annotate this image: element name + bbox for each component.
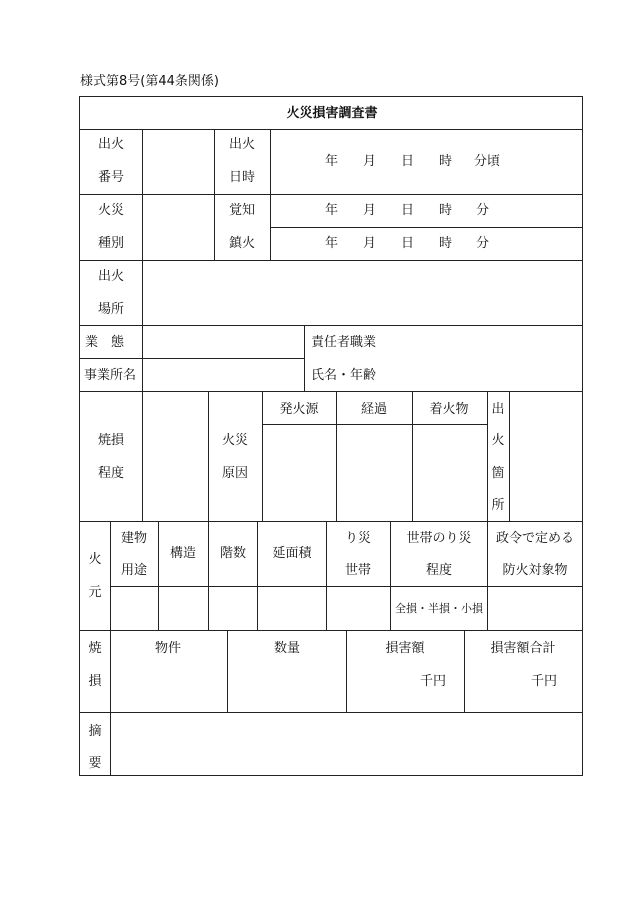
rule-h [80, 194, 583, 195]
household-damage-label: 程度 [425, 563, 453, 578]
affected-households-label: り災 [344, 531, 372, 546]
extinguish-year-unit: 年 [325, 236, 339, 251]
rule-h [80, 129, 583, 130]
household-damage-label: 世帯のり災 [406, 531, 472, 546]
rule-h [262, 424, 487, 425]
fire-place-label: 場所 [97, 302, 125, 317]
rule-v [142, 260, 143, 325]
extinguish-hour-unit: 時 [439, 236, 453, 251]
total-unit: 千円 [531, 674, 558, 689]
quantity-label: 数量 [273, 641, 301, 656]
fire-cause-label: 原因 [221, 466, 249, 481]
rule-v [346, 630, 347, 712]
form-title: 火災損害調査書 [286, 106, 378, 121]
extinguish-month-unit: 月 [363, 236, 377, 251]
building-use-label: 用途 [120, 563, 148, 578]
extinguish-minute-unit: 分 [476, 236, 490, 251]
first-ignited-label: 着火物 [429, 402, 469, 417]
fire-hour-unit: 時 [439, 154, 453, 169]
origin-point-label: 火 [491, 433, 505, 448]
rule-h [80, 260, 583, 261]
rule-v [257, 521, 258, 630]
origin-point-label: 出 [491, 402, 505, 417]
designated-object-label: 政令で定める [495, 531, 575, 546]
fire-origin-label: 元 [88, 585, 102, 600]
rule-h [270, 227, 583, 228]
fire-kind-label: 火災 [97, 203, 125, 218]
fire-number-label: 出火 [97, 137, 125, 152]
rule-v [304, 325, 305, 391]
rule-v [208, 521, 209, 630]
aware-year-unit: 年 [325, 203, 339, 218]
rule-h [80, 521, 583, 522]
rule-v [142, 325, 143, 391]
aware-hour-unit: 時 [439, 203, 453, 218]
process-label: 経過 [360, 402, 388, 417]
rule-v [464, 630, 465, 712]
damage-scale-options: 全損・半損・小損 [395, 602, 483, 615]
burn-loss-label: 焼 [88, 641, 102, 656]
affected-households-label: 世帯 [344, 563, 372, 578]
business-type-label: 業 態 [85, 335, 125, 350]
rule-v [110, 630, 111, 712]
rule-v [270, 129, 271, 260]
fire-origin-label: 火 [88, 552, 102, 567]
burn-degree-label: 程度 [97, 466, 125, 481]
fire-datetime-label: 出火 [228, 137, 256, 152]
rule-v [390, 521, 391, 630]
extinguish-day-unit: 日 [401, 236, 415, 251]
rule-v [509, 391, 510, 521]
fire-day-unit: 日 [401, 154, 415, 169]
extinguish-label: 鎮火 [228, 236, 256, 251]
fire-minute-unit: 分頃 [474, 154, 501, 169]
fire-cause-label: 火災 [221, 433, 249, 448]
ignition-source-label: 発火源 [279, 402, 319, 417]
rule-v [336, 391, 337, 521]
rule-h [80, 630, 583, 631]
amount-unit: 千円 [420, 674, 447, 689]
rule-v [142, 129, 143, 260]
name-age-label: 氏名・年齢 [311, 368, 377, 383]
fire-month-unit: 月 [363, 154, 377, 169]
fire-kind-label: 種別 [97, 236, 125, 251]
fire-number-label: 番号 [97, 170, 125, 185]
office-name-label: 事業所名 [84, 368, 137, 383]
rule-v [227, 630, 228, 712]
notes-label: 摘 [88, 724, 102, 739]
rule-h [80, 391, 583, 392]
rule-v [110, 712, 111, 776]
damage-amount-label: 損害額 [385, 641, 425, 656]
origin-point-label: 所 [491, 498, 505, 513]
rule-h [80, 358, 304, 359]
rule-v [487, 521, 488, 630]
rule-v [158, 521, 159, 630]
property-label: 物件 [154, 641, 182, 656]
floor-area-label: 延面積 [272, 546, 312, 561]
burn-loss-label: 損 [88, 674, 102, 689]
rule-h [110, 586, 583, 587]
rule-v [110, 521, 111, 630]
burn-degree-label: 焼損 [97, 433, 125, 448]
aware-label: 覚知 [228, 203, 256, 218]
aware-month-unit: 月 [363, 203, 377, 218]
damage-survey-form [79, 96, 583, 776]
designated-object-label: 防火対象物 [502, 563, 568, 578]
fire-place-label: 出火 [97, 269, 125, 284]
floors-label: 階数 [219, 546, 247, 561]
rule-v [214, 129, 215, 260]
building-use-label: 建物 [120, 531, 148, 546]
responsible-job-label: 責任者職業 [311, 335, 377, 350]
fire-year-unit: 年 [325, 154, 339, 169]
aware-day-unit: 日 [401, 203, 415, 218]
structure-label: 構造 [169, 546, 197, 561]
damage-total-label: 損害額合計 [490, 641, 556, 656]
rule-v [142, 391, 143, 521]
fire-datetime-label: 日時 [228, 170, 256, 185]
rule-h [80, 325, 583, 326]
rule-v [262, 391, 263, 521]
rule-h [80, 712, 583, 713]
form-caption: 様式第8号(第44条関係) [80, 74, 219, 89]
rule-v [487, 391, 488, 521]
rule-v [326, 521, 327, 630]
aware-minute-unit: 分 [476, 203, 490, 218]
rule-v [208, 391, 209, 521]
rule-v [412, 391, 413, 521]
notes-label: 要 [88, 756, 102, 771]
origin-point-label: 箇 [491, 466, 505, 481]
